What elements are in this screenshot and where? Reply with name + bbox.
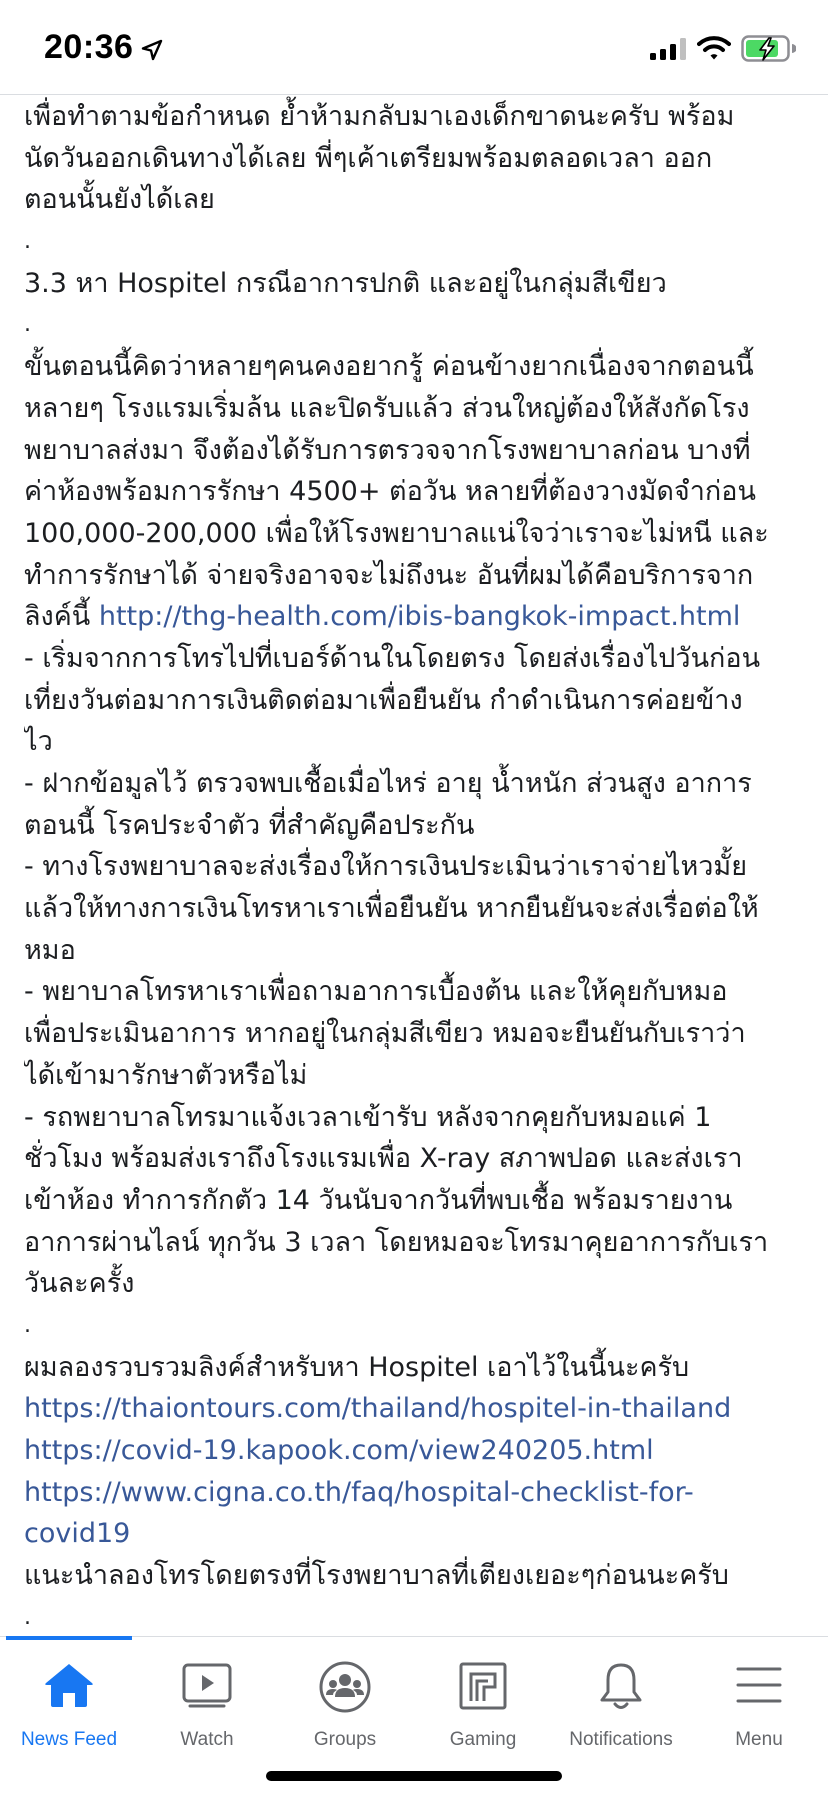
post-text-line: เพื่อประเมินอาการ หากอยู่ในกลุ่มสีเขียว หมอจะยืนยันกับเราว่า [24,1018,746,1050]
post-text-line: ค่าห้องพร้อมการรักษา 4500+ ต่อวัน หลายที่ต้องวางมัดจำก่อน [24,476,756,508]
post-text-line-with-link [24,596,808,638]
post-text-line: ทำการรักษาได้ จ่ายจริงอาจจะไม่ถึงนะ อันที่ผมได้คือบริการจาก [24,559,754,591]
post-text-line: ตอนนี้ โรคประจำตัว ที่สำคัญคือประกัน [24,809,475,841]
groups-icon [318,1661,372,1713]
post-text-line: ได้เข้ามารักษาตัวหรือไม่ [24,1059,308,1091]
post-separator-dot: . [24,229,31,255]
post-text-line: แนะนำลองโทรโดยตรงที่โรงพยาบาลที่เตียงเยอะๆก่อนนะครับ [24,1560,729,1592]
bell-icon [596,1661,646,1713]
status-bar [0,0,828,95]
tab-label: Menu [735,1729,783,1750]
home-indicator-bar[interactable] [266,1771,562,1781]
post-body-text [24,96,808,1636]
kapook-covid-link[interactable]: https://covid-19.kapook.com/view240205.html [24,1435,654,1466]
tab-label: Notifications [569,1729,673,1750]
post-text-line: 100,000-200,000 เพื่อให้โรงพยาบาลแน่ใจว่าเราจะไม่หนี และ [24,517,769,549]
post-text-line: วันละครั้ง [24,1268,135,1300]
gaming-icon [458,1661,508,1711]
post-text-line: เที่ยงวันต่อมาการเงินติดต่อมาเพื่อยืนยัน กำดำเนินการค่อยข้าง [24,684,743,716]
cigna-checklist-link[interactable]: https://www.cigna.co.th/faq/hospital-checklist-for- [24,1476,694,1508]
active-tab-indicator [6,1636,132,1640]
post-text-line: - เริ่มจากการโทรไปที่เบอร์ด้านในโดยตรง โดยส่งเรื่องไปวันก่อน [24,642,761,674]
post-text-line: พยาบาลส่งมา จึงต้องได้รับการตรวจจากโรงพยาบาลก่อน บางที่ [24,434,751,466]
post-text-line: หมอ [24,934,76,966]
post-text-fragment: ลิงค์นี้ [24,601,91,633]
tab-menu[interactable] [690,1647,828,1757]
post-text-line: - ทางโรงพยาบาลจะส่งเรื่องให้การเงินประเมินว่าเราจ่ายไหวมั้ย [24,851,748,883]
video-play-icon [181,1661,233,1709]
bottom-tab-bar [0,1636,828,1793]
post-separator-dot: . [24,1604,31,1630]
post-text-line: ผมลองรวบรวมลิงค์สำหรับหา Hospitel เอาไว้ในนี้นะครับ [24,1351,690,1383]
tab-gaming[interactable] [414,1647,552,1757]
ibis-bangkok-link[interactable]: http://thg-health.com/ibis-bangkok-impact.html [98,601,741,633]
post-text-line: ไว [24,726,53,758]
thaiontours-link[interactable]: https://thaiontours.com/thailand/hospitel-in-thailand [24,1393,732,1425]
cellular-signal-icon [650,38,686,60]
tab-notifications[interactable] [552,1647,690,1757]
tab-news-feed[interactable] [0,1647,138,1757]
status-time: 20:36 [44,28,134,66]
post-text-line: - พยาบาลโทรหาเราเพื่อถามอาการเบื้องต้น และให้คุยกับหมอ [24,976,728,1008]
wifi-icon [697,35,731,61]
post-separator-dot: . [24,312,31,338]
tab-label: Groups [313,1729,377,1750]
post-text-line: เพื่อทำตามข้อกำหนด ย้ำห้ามกลับมาเองเด็กขาดนะครับ พร้อม [24,101,735,132]
post-text-line: เข้าห้อง ทำการกักตัว 14 วันนับจากวันที่พบเชื้อ พร้อมรายงาน [24,1184,733,1216]
post-text-line: นัดวันออกเดินทางได้เลย พี่ๆเค้าเตรียมพร้อมตลอดเวลา ออก [24,142,713,174]
post-text-line: แล้วให้ทางการเงินโทรหาเราเพื่อยืนยัน หากยืนยันจะส่งเรื่อต่อให้ [24,893,759,925]
home-icon [43,1661,95,1709]
post-text-line: ขั้นตอนนี้คิดว่าหลายๆคนคงอยากรู้ ค่อนข้างยากเนื่องจากตอนนี้ [24,351,754,383]
post-text-line: - ฝากข้อมูลไว้ ตรวจพบเชื้อเมื่อไหร่ อายุ น้ำหนัก ส่วนสูง อาการ [24,768,752,799]
battery-charging-icon [741,35,796,62]
post-text-line: ชั่วโมง พร้อมส่งเราถึงโรงแรมเพื่อ X-ray สภาพปอด และส่งเรา [24,1143,743,1175]
cigna-checklist-link-continued[interactable]: covid19 [24,1518,131,1550]
post-text-line: - รถพยาบาลโทรมาแจ้งเวลาเข้ารับ หลังจากคุยกับหมอแค่ 1 [24,1101,712,1133]
post-section-heading: 3.3 หา Hospitel กรณีอาการปกติ และอยู่ในกลุ่มสีเขียว [24,267,667,299]
tab-watch[interactable] [138,1647,276,1757]
post-text-line: อาการผ่านไลน์ ทุกวัน 3 เวลา โดยหมอจะโทรมาคุยอาการกับเรา [24,1226,769,1258]
tab-label: News Feed [20,1729,118,1750]
tab-groups[interactable] [276,1647,414,1757]
location-arrow-icon [140,38,164,62]
hamburger-menu-icon [734,1661,784,1709]
post-text-line: หลายๆ โรงแรมเริ่มล้น และปิดรับแล้ว ส่วนใหญ่ต้องให้สังกัดโรง [24,392,750,424]
tab-label: Watch [180,1729,234,1750]
post-text-line: ตอนนั้นยังได้เลย [24,184,215,216]
post-separator-dot: . [24,1312,31,1338]
tab-label: Gaming [449,1729,517,1750]
